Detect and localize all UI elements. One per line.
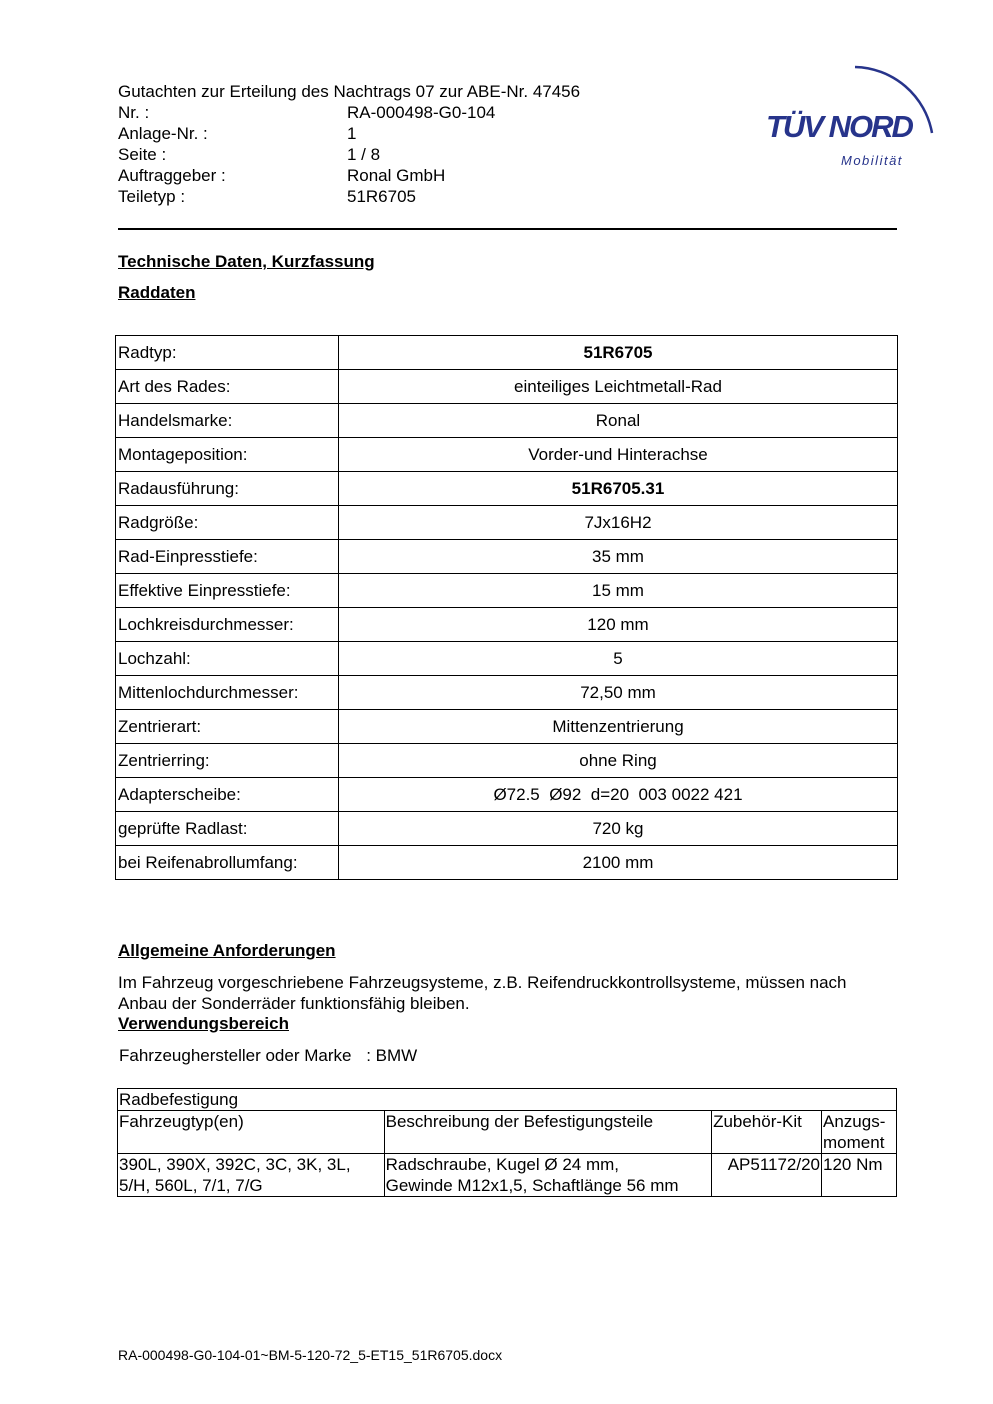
table-row xyxy=(116,540,898,574)
header-value: 1 / 8 xyxy=(347,145,381,164)
torque-header-line2: moment xyxy=(823,1133,885,1152)
logo-brand: TÜV NORD xyxy=(766,109,912,144)
description-cell xyxy=(384,1154,711,1197)
header-value: Ronal GmbH xyxy=(347,166,446,185)
row-label: geprüfte Radlast: xyxy=(116,812,339,846)
header-value: 51R6705 xyxy=(347,187,417,206)
row-value: 120 mm xyxy=(339,608,898,642)
header-row-auftraggeber xyxy=(118,165,580,186)
footer-filename: RA-000498-G0-104-01~BM-5-120-72_5-ET15_51R6705.docx xyxy=(118,1347,503,1363)
wheel-data-table xyxy=(115,335,898,880)
table-row xyxy=(116,472,898,506)
row-value: einteiliges Leichtmetall-Rad xyxy=(339,370,898,404)
row-value: Ø72.5 Ø92 d=20 003 0022 421 xyxy=(339,778,898,812)
table-row xyxy=(116,778,898,812)
header-label: Auftraggeber : xyxy=(118,166,226,185)
row-label: Zentrierring: xyxy=(116,744,339,778)
row-value: 72,50 mm xyxy=(339,676,898,710)
header-row-seite xyxy=(118,144,580,165)
section-heading: Technische Daten, Kurzfassung xyxy=(118,252,375,271)
table-row xyxy=(116,710,898,744)
description-line1: Radschraube, Kugel Ø 24 mm, xyxy=(385,1155,620,1174)
table-row xyxy=(116,404,898,438)
vehicle-types-line1: 390L, 390X, 392C, 3C, 3K, 3L, xyxy=(119,1155,351,1174)
header-row-anlage xyxy=(118,123,580,144)
table-row xyxy=(118,1154,897,1197)
requirements-text: Im Fahrzeug vorgeschriebene Fahrzeugsysteme, z.B. Reifendruckkontrollsysteme, müssen nach Anbau der Sonderräder funktionsfähig bleiben. xyxy=(118,973,847,1013)
row-label: Radausführung: xyxy=(116,472,339,506)
header-row-number xyxy=(118,102,580,123)
table-row xyxy=(116,744,898,778)
row-label: Art des Rades: xyxy=(116,370,339,404)
header-label: Anlage-Nr. : xyxy=(118,124,208,143)
usage-heading: Verwendungsbereich xyxy=(118,1014,289,1033)
row-label: Rad-Einpresstiefe: xyxy=(116,540,339,574)
header-row-teiletyp xyxy=(118,186,580,207)
mounting-table xyxy=(117,1088,897,1197)
row-label: Montageposition: xyxy=(116,438,339,472)
row-value: 35 mm xyxy=(339,540,898,574)
manufacturer-value: BMW xyxy=(375,1046,418,1065)
row-label: Radgröße: xyxy=(116,506,339,540)
header-value: RA-000498-G0-104 xyxy=(347,103,496,122)
table-row xyxy=(116,812,898,846)
row-label: Radtyp: xyxy=(116,336,339,370)
document-title: Gutachten zur Erteilung des Nachtrags 07 zur ABE-Nr. 47456 xyxy=(118,82,581,101)
header-cell-description: Beschreibung der Befestigungsteile xyxy=(384,1111,711,1154)
header-cell-vehicle-types: Fahrzeugtyp(en) xyxy=(118,1111,385,1154)
row-value: Mittenzentrierung xyxy=(339,710,898,744)
row-label: Adapterscheibe: xyxy=(116,778,339,812)
description-line2: Gewinde M12x1,5, Schaftlänge 56 mm xyxy=(385,1176,679,1195)
row-value: 720 kg xyxy=(339,812,898,846)
tuv-nord-logo xyxy=(760,55,945,175)
document-header xyxy=(118,81,580,207)
row-label: bei Reifenabrollumfang: xyxy=(116,846,339,880)
manufacturer-separator: : xyxy=(366,1046,371,1065)
header-value: 1 xyxy=(347,124,357,143)
table-row xyxy=(116,506,898,540)
manufacturer-line xyxy=(119,1046,417,1066)
header-label: Seite : xyxy=(118,145,167,164)
table-row xyxy=(116,574,898,608)
table-row xyxy=(116,438,898,472)
row-value: Vorder-und Hinterachse xyxy=(339,438,898,472)
requirements-heading: Allgemeine Anforderungen xyxy=(118,941,336,960)
vehicle-types-line2: 5/H, 560L, 7/1, 7/G xyxy=(119,1176,263,1195)
logo-subtitle: Mobilität xyxy=(841,153,903,168)
row-label: Handelsmarke: xyxy=(116,404,339,438)
row-label: Lochzahl: xyxy=(116,642,339,676)
row-value: ohne Ring xyxy=(339,744,898,778)
row-value: 51R6705 xyxy=(339,336,898,370)
header-label: Nr. : xyxy=(118,103,150,122)
row-value: 51R6705.31 xyxy=(339,472,898,506)
mounting-title-row xyxy=(118,1089,897,1111)
header-divider xyxy=(118,228,897,230)
row-value: 5 xyxy=(339,642,898,676)
kit-cell: AP51172/20 xyxy=(712,1154,822,1197)
mounting-header-row xyxy=(118,1111,897,1154)
row-label: Effektive Einpresstiefe: xyxy=(116,574,339,608)
header-cell-kit: Zubehör-Kit xyxy=(712,1111,822,1154)
section-subheading: Raddaten xyxy=(118,283,196,302)
table-row xyxy=(116,370,898,404)
row-label: Mittenlochdurchmesser: xyxy=(116,676,339,710)
table-row xyxy=(116,642,898,676)
table-row xyxy=(116,846,898,880)
header-cell-torque xyxy=(822,1111,897,1154)
torque-header-line1: Anzugs- xyxy=(823,1112,886,1131)
row-value: Ronal xyxy=(339,404,898,438)
header-label: Teiletyp : xyxy=(118,187,186,206)
row-label: Lochkreisdurchmesser: xyxy=(116,608,339,642)
mounting-title: Radbefestigung xyxy=(118,1089,897,1111)
row-value: 15 mm xyxy=(339,574,898,608)
table-row xyxy=(116,608,898,642)
table-row xyxy=(116,676,898,710)
torque-cell: 120 Nm xyxy=(822,1154,897,1197)
row-label: Zentrierart: xyxy=(116,710,339,744)
manufacturer-label: Fahrzeughersteller oder Marke xyxy=(119,1046,352,1065)
row-value: 2100 mm xyxy=(339,846,898,880)
row-value: 7Jx16H2 xyxy=(339,506,898,540)
vehicle-types-cell xyxy=(118,1154,385,1197)
table-row xyxy=(116,336,898,370)
